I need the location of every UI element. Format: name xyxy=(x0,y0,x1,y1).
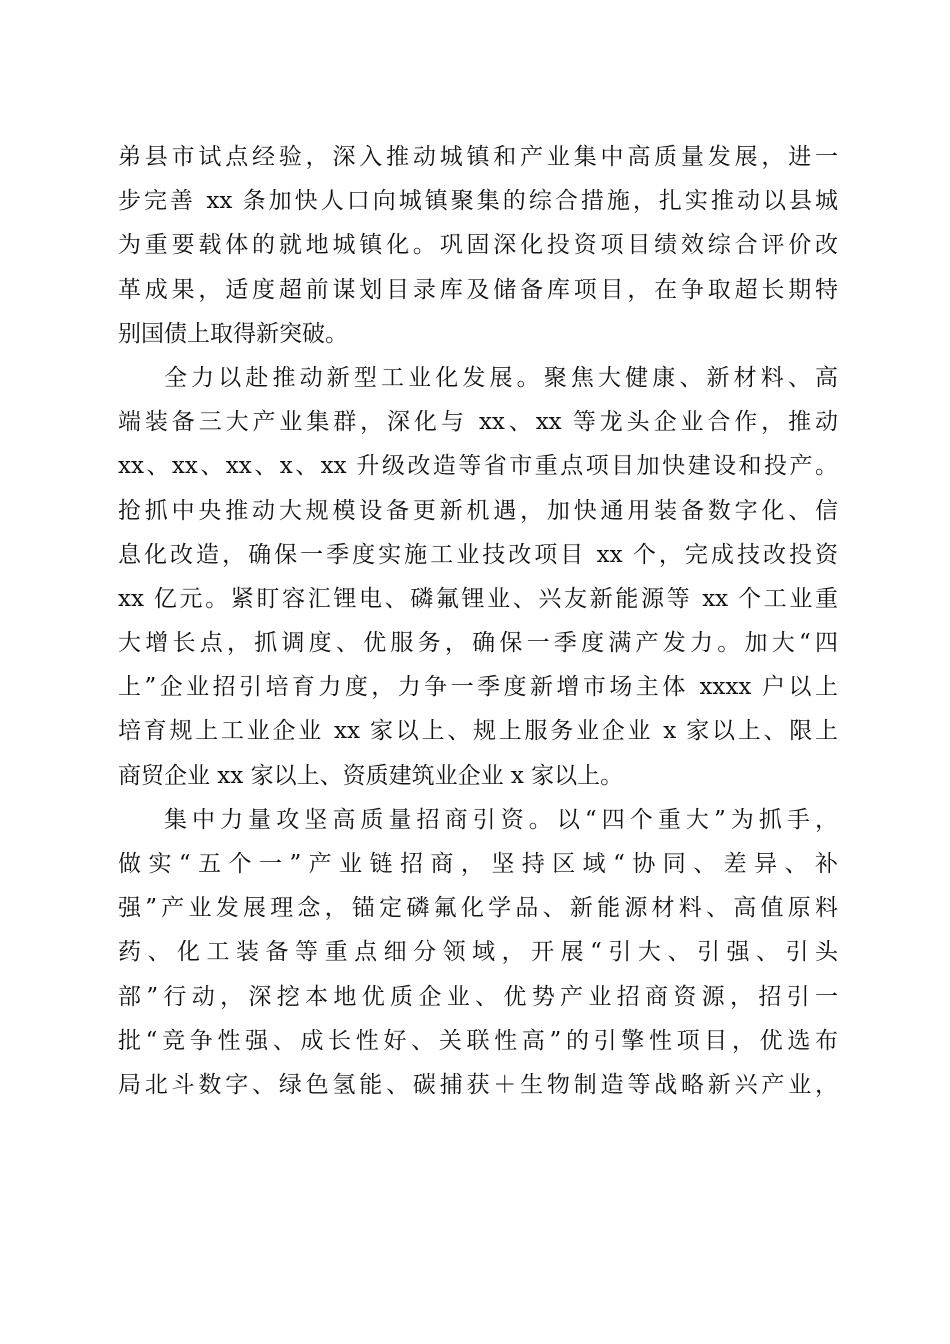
paragraph-2-line-9: 培育规上工业企业 xx 家以上、规上服务业企业 x 家以上、限上 xyxy=(118,718,838,745)
paragraph-2-line-2: 端装备三大产业集群，深化与 xx、xx 等龙头企业合作，推动 xyxy=(118,409,838,436)
paragraph-3-line-7: 局北斗数字、绿色氢能、碳捕获＋生物制造等战略新兴产业， xyxy=(118,1071,838,1098)
paragraph-1-line-5: 别国债上取得新突破。 xyxy=(118,320,348,347)
paragraph-3-line-1: 集中力量攻坚高质量招商引资。以“四个重大”为抓手， xyxy=(164,806,838,833)
paragraph-2-line-8: 上”企业招引培育力度，力争一季度新增市场主体 xxxx 户以上 xyxy=(118,674,838,701)
paragraph-2-line-5: 息化改造，确保一季度实施工业技改项目 xx 个，完成技改投资 xyxy=(118,541,838,568)
paragraph-3-line-6: 批“竞争性强、成长性好、关联性高”的引擎性项目，优选布 xyxy=(118,1027,838,1054)
paragraph-2-line-7: 大增长点，抓调度、优服务，确保一季度满产发力。加大“四 xyxy=(118,630,838,657)
paragraph-3-line-3: 强”产业发展理念，锚定磷氟化学品、新能源材料、高值原料 xyxy=(118,895,838,922)
paragraph-1-line-3: 为重要载体的就地城镇化。巩固深化投资项目绩效综合评价改 xyxy=(118,232,838,259)
paragraph-2-line-3: xx、xx、xx、x、xx 升级改造等省市重点项目加快建设和投产。 xyxy=(118,453,838,480)
paragraph-2-line-1: 全力以赴推动新型工业化发展。聚焦大健康、新材料、高 xyxy=(164,364,838,391)
paragraph-2-line-6: xx 亿元。紧盯容汇锂电、磷氟锂业、兴友新能源等 xx 个工业重 xyxy=(118,585,838,612)
body-text xyxy=(118,135,838,1107)
paragraph-2-line-10: 商贸企业 xx 家以上、资质建筑业企业 x 家以上。 xyxy=(118,762,624,789)
paragraph-3-line-5: 部”行动，深挖本地优质企业、优势产业招商资源，招引一 xyxy=(118,983,838,1010)
paragraph-3-line-2: 做实“五个一”产业链招商，坚持区域“协同、差异、补 xyxy=(118,851,838,877)
paragraph-1-line-1: 弟县市试点经验，深入推动城镇和产业集中高质量发展，进一 xyxy=(118,144,838,170)
paragraph-1-line-4: 革成果，适度超前谋划目录库及储备库项目，在争取超长期特 xyxy=(118,276,838,303)
paragraph-1-line-2: 步完善 xx 条加快人口向城镇聚集的综合措施，扎实推动以县城 xyxy=(118,188,838,215)
paragraph-3-line-4: 药、化工装备等重点细分领域，开展“引大、引强、引头 xyxy=(118,939,838,966)
paragraph-2-line-4: 抢抓中央推动大规模设备更新机遇，加快通用装备数字化、信 xyxy=(118,497,838,524)
